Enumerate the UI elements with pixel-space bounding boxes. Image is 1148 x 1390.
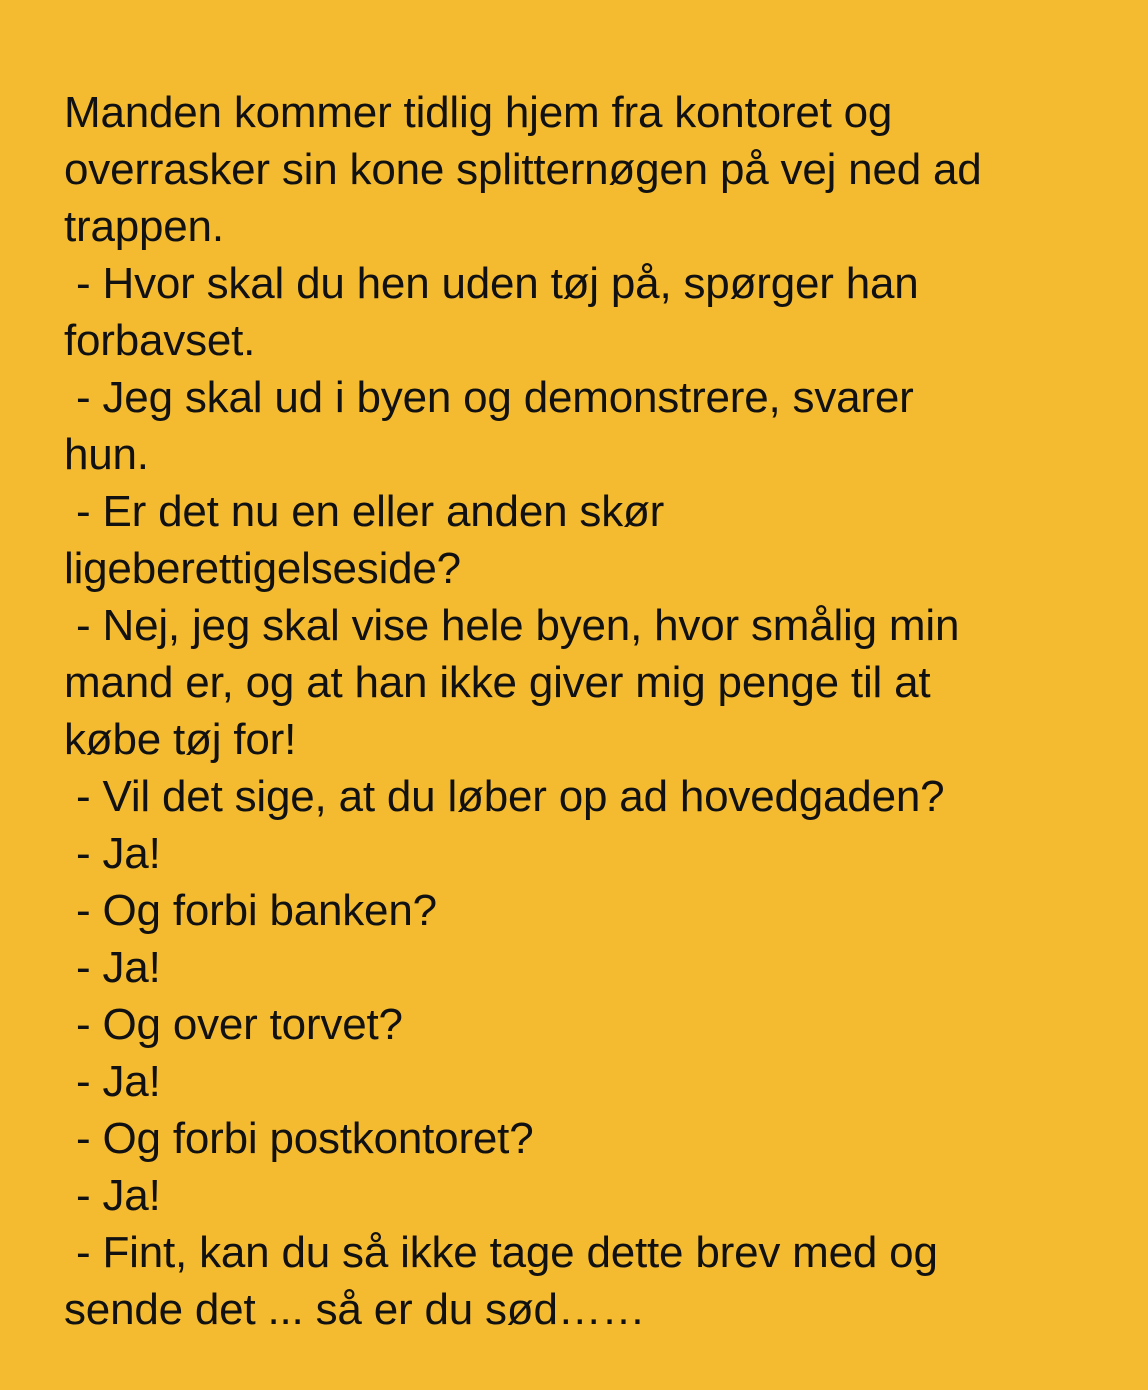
- joke-line: - Ja!: [64, 1171, 161, 1220]
- joke-line: - Fint, kan du så ikke tage dette brev med og: [64, 1228, 938, 1277]
- joke-line: - Ja!: [64, 829, 161, 878]
- joke-line: forbavset.: [64, 316, 256, 365]
- joke-line: - Vil det sige, at du løber op ad hovedgaden?: [64, 772, 945, 821]
- joke-line: - Ja!: [64, 1057, 161, 1106]
- joke-line: - Hvor skal du hen uden tøj på, spørger han: [64, 259, 919, 308]
- joke-line: ligeberettigelseside?: [64, 544, 461, 593]
- joke-line: - Og over torvet?: [64, 1000, 403, 1049]
- joke-line: - Ja!: [64, 943, 161, 992]
- joke-line: trappen.: [64, 202, 224, 251]
- joke-line: købe tøj for!: [64, 715, 297, 764]
- joke-line: - Er det nu en eller anden skør: [64, 487, 665, 536]
- joke-text: [64, 84, 1118, 1338]
- joke-line: mand er, og at han ikke giver mig penge til at: [64, 658, 931, 707]
- joke-line: sende det ... så er du sød……: [64, 1285, 646, 1334]
- joke-line: overrasker sin kone splitternøgen på vej ned ad: [64, 145, 982, 194]
- joke-line: hun.: [64, 430, 149, 479]
- joke-line: - Og forbi postkontoret?: [64, 1114, 534, 1163]
- joke-line: - Jeg skal ud i byen og demonstrere, svarer: [64, 373, 914, 422]
- joke-line: Manden kommer tidlig hjem fra kontoret og: [64, 88, 893, 137]
- joke-line: - Og forbi banken?: [64, 886, 437, 935]
- joke-line: - Nej, jeg skal vise hele byen, hvor smålig min: [64, 601, 960, 650]
